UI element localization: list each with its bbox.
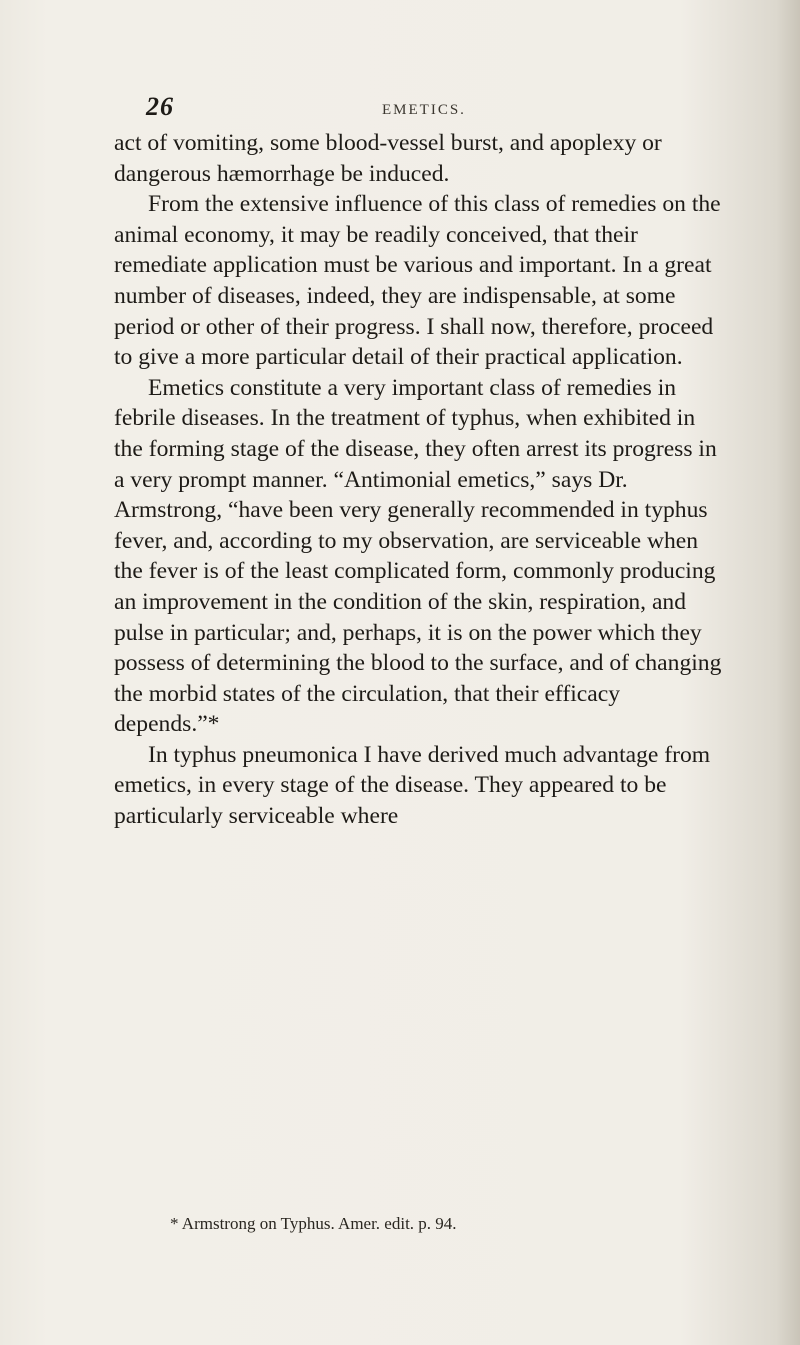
paragraph-4: In typhus pneumonica I have derived much advantage from emetics, in every stage of the disease. They appeared to be particularly serviceable where <box>114 741 711 830</box>
running-head: EMETICS. <box>382 102 466 118</box>
body-text <box>114 128 724 832</box>
paragraph-2: From the extensive influence of this class of remedies on the animal economy, it may be readily conceived, that their remediate application must be various and important. In a great number of diseases, indeed, they are indispensable, at some period or other of their progress. I shall now, therefore, proceed to give a more particular detail of their practical application. <box>114 191 721 371</box>
page-number: 26 <box>146 92 174 121</box>
paragraph-3: Emetics constitute a very important class of remedies in febrile diseases. In the treatment of typhus, when exhibited in the forming stage of the disease, they often arrest its progress in a very prompt manner. “Antimonial emetics,” says Dr. Armstrong, “have been very generally recommended in typhus fever, and, according to my observation, are serviceable when the fever is of the least complicated form, commonly producing an improvement in the condition of the skin, respiration, and pulse in particular; and, perhaps, it is on the power which they possess of determining the blood to the surface, and of changing the morbid states of the circulation, that their efficacy depends.”* <box>114 374 722 738</box>
page-header <box>146 92 726 132</box>
paragraph-1: act of vomiting, some blood-vessel burst, and apoplexy or dangerous hæmorrhage be induced. <box>114 130 662 187</box>
footnote: * Armstrong on Typhus. Amer. edit. p. 94. <box>170 1214 457 1233</box>
